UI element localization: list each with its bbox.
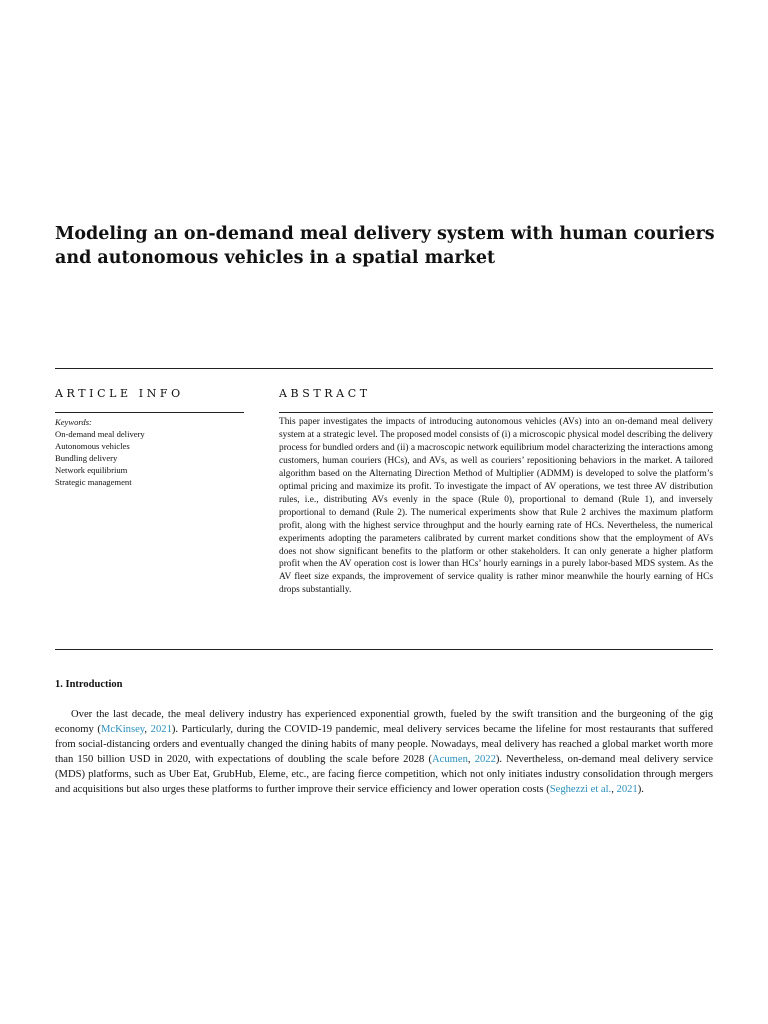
citation-separator: , xyxy=(467,753,475,765)
keywords-block xyxy=(55,417,245,488)
abstract-heading: ABSTRACT xyxy=(279,387,371,400)
citation-year: 2021 xyxy=(616,783,638,795)
keyword-item: Bundling delivery xyxy=(55,452,118,463)
bottom-rule xyxy=(55,649,713,650)
article-info-heading: ARTICLE INFO xyxy=(55,387,184,400)
citation-year-link[interactable] xyxy=(475,754,496,765)
citation-link-acumen[interactable] xyxy=(432,754,468,765)
introduction-heading: 1. Introduction xyxy=(55,679,123,690)
keywords-label: Keywords: xyxy=(55,417,92,427)
citation-author: Seghezzi et al. xyxy=(549,783,612,795)
abstract-rule xyxy=(279,412,713,413)
citation-link-seghezzi[interactable] xyxy=(550,784,611,795)
top-rule xyxy=(55,368,713,369)
citation-author: Acumen xyxy=(432,753,468,765)
citation-author: McKinsey xyxy=(100,723,145,735)
intro-text: ). Nevertheless, on-demand meal delivery service (MDS) platforms, such as Uber Eat, GrubHub, Eleme, etc., are facing fierce competition, which not only initiates industry consolidation through mergers and acquisitions but also urges these platforms to further improve their service efficiency and lower operation costs ( xyxy=(55,753,713,795)
intro-text: ). Particularly, during the COVID-19 pandemic, meal delivery services became the lifeline for most restaurants that suffered from social-distancing orders and eventually changed the dining habits of many people. Nowadays, meal delivery has reached a global market worth more than 150 billion USD in 2020, with expectations of doubling the scale before 2028 ( xyxy=(55,723,713,765)
citation-year: 2021 xyxy=(150,723,172,735)
keyword-item: Autonomous vehicles xyxy=(55,440,130,451)
intro-text: Over the last decade, the meal delivery industry has experienced exponential growth, fueled by the swift transition and the burgeoning of the gig economy ( xyxy=(55,709,713,735)
keyword-item: On-demand meal delivery xyxy=(55,428,145,439)
introduction-paragraph xyxy=(55,708,713,797)
citation-year-link[interactable] xyxy=(151,724,172,735)
keyword-item: Strategic management xyxy=(55,476,132,487)
article-info-rule xyxy=(55,412,244,413)
citation-link-mckinsey[interactable] xyxy=(101,724,144,735)
abstract-text: This paper investigates the impacts of introducing autonomous vehicles (AVs) into an on-demand meal delivery system at a strategic level. The proposed model consists of (i) a microscopic physical model describing the delivery process for bundled orders and (ii) a macroscopic network equilibrium model characterizing the interactions among customers, human couriers (HCs), and AVs, as well as couriers’ repositioning behaviors in the market. A tailored algorithm based on the Alternating Direction Method of Multiplier (ADMM) is developed to solve the platform’s optimal pricing and maximize its profit. To investigate the impact of AV operations, we test three AV distribution rules, i.e., distributing AVs evenly in the space (Rule 0), proportional to demand (Rule 1), and inversely proportional to demand (Rule 2). The numerical experiments show that Rule 2 archives the maximum platform profit, along with the highest service throughput and the hourly earning rate of HCs. Nevertheless, the numerical experiments adopting the parameters calibrated by current market conditions show that the employment of AVs does not show significant benefits to the platform or other stakeholders. It can only generate a higher platform profit when the AV operation cost is lower than HCs’ hourly earnings in a purely labor-based MDS system. As the AV fleet size expands, the improvement of service quality is rather minor meanwhile the hourly earning of HCs drops substantially. xyxy=(279,417,713,596)
keyword-item: Network equilibrium xyxy=(55,464,128,475)
title-line-2: and autonomous vehicles in a spatial market xyxy=(55,248,496,268)
citation-year: 2022 xyxy=(474,753,496,765)
intro-text: ). xyxy=(637,783,644,795)
title-line-1: Modeling an on-demand meal delivery system with human couriers xyxy=(55,224,715,244)
citation-separator: , xyxy=(144,723,151,735)
citation-year-link[interactable] xyxy=(617,784,638,795)
citation-separator: , xyxy=(611,783,617,795)
paper-title xyxy=(55,222,715,270)
